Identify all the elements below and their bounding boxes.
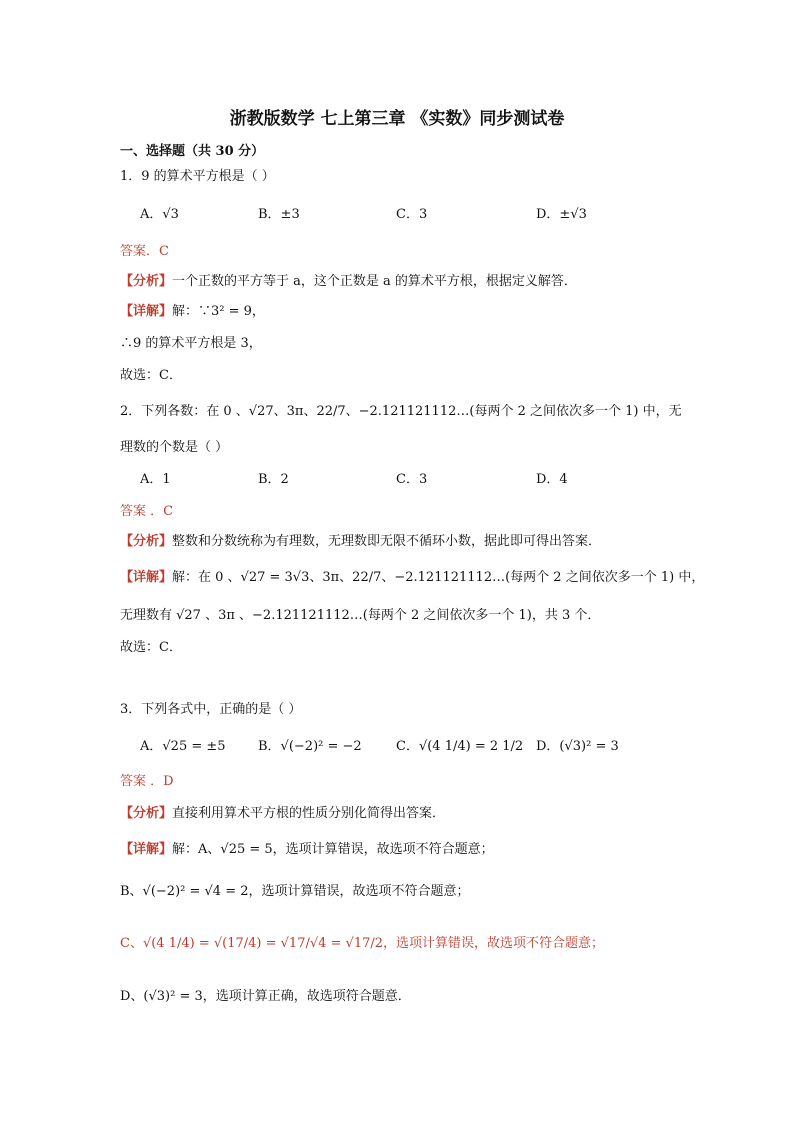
q1-option-c: C．3 bbox=[396, 207, 428, 222]
q2-detail-line2: 无理数有 √27 、3π 、−2.121121112…(每两个 2 之间依次多一个 1)，共 3 个． bbox=[120, 608, 601, 623]
q1-option-a: A．√3 bbox=[140, 207, 179, 222]
q2-choose: 故选：C． bbox=[120, 640, 182, 655]
analysis-tag: 【分析】 bbox=[120, 806, 173, 821]
section-heading: 一、选择题（共 30 分） bbox=[120, 144, 265, 159]
q3-option-d: D．(√3)² = 3 bbox=[536, 739, 619, 754]
q1-detail-text: 解：∵3² = 9， bbox=[172, 304, 265, 319]
q2-analysis-text: 整数和分数统称为有理数，无理数即无限不循环小数，据此即可得出答案． bbox=[172, 534, 602, 549]
q2-option-a: A．1 bbox=[140, 472, 171, 487]
q3-option-a: A．√25 = ±5 bbox=[140, 739, 226, 754]
q1-detail bbox=[120, 300, 265, 319]
question-1-stem: 1．9 的算术平方根是（ ） bbox=[120, 169, 275, 184]
question-3-stem: 3．下列各式中，正确的是（ ） bbox=[120, 702, 302, 717]
question-2-stem-line2: 理数的个数是（ ） bbox=[120, 440, 229, 455]
q1-analysis bbox=[120, 270, 577, 289]
q3-option-b: B．√(−2)² = −2 bbox=[258, 739, 362, 754]
detail-tag: 【详解】 bbox=[120, 570, 173, 585]
q2-detail bbox=[120, 566, 704, 585]
q3-answer: 答案 ．D bbox=[120, 774, 174, 789]
q3-detail-b: B、√(−2)² = √4 = 2，选项计算错误，故选项不符合题意； bbox=[120, 884, 470, 899]
detail-tag: 【详解】 bbox=[120, 842, 173, 857]
page-title: 浙教版数学 七上第三章 《实数》同步测试卷 bbox=[229, 109, 565, 129]
q2-option-b: B．2 bbox=[258, 472, 289, 487]
q3-detail-c: C、√(4 1/4) = √(17/4) = √17/√4 = √17/2，选项计算错误，故选项不符合题意； bbox=[120, 936, 605, 951]
q2-detail-text: 解：在 0 、√27 = 3√3、3π、22/7、−2.121121112…(每两个 2 之间依次多一个 1) 中， bbox=[172, 570, 705, 585]
question-2-stem-line1: 2．下列各数：在 0 、√27、3π、22/7、−2.121121112…(每两个 2 之间依次多一个 1) 中，无 bbox=[120, 404, 682, 419]
q1-option-d: D．±√3 bbox=[536, 207, 587, 222]
q2-option-c: C．3 bbox=[396, 472, 428, 487]
q3-analysis-text: 直接利用算术平方根的性质分别化简得出答案． bbox=[172, 806, 446, 821]
q2-option-d: D．4 bbox=[536, 472, 568, 487]
q2-answer: 答案 ．C bbox=[120, 504, 174, 519]
q1-detail-line2: ∴9 的算术平方根是 3， bbox=[120, 336, 262, 351]
q3-detail bbox=[120, 838, 494, 857]
detail-tag: 【详解】 bbox=[120, 304, 173, 319]
q3-detail-a: 解：A、√25 = 5，选项计算错误，故选项不符合题意； bbox=[172, 842, 494, 857]
q1-analysis-text: 一个正数的平方等于 a，这个正数是 a 的算术平方根，根据定义解答． bbox=[172, 274, 577, 289]
q3-option-c: C．√(4 1/4) = 2 1/2 bbox=[396, 739, 524, 754]
q1-option-b: B．±3 bbox=[258, 207, 300, 222]
q1-answer: 答案．C bbox=[120, 244, 169, 259]
q3-analysis bbox=[120, 802, 445, 821]
analysis-tag: 【分析】 bbox=[120, 274, 173, 289]
q3-detail-d: D、(√3)² = 3，选项计算正确，故选项符合题意． bbox=[120, 989, 411, 1004]
analysis-tag: 【分析】 bbox=[120, 534, 173, 549]
q1-choose: 故选：C． bbox=[120, 368, 182, 383]
q2-analysis bbox=[120, 530, 601, 549]
